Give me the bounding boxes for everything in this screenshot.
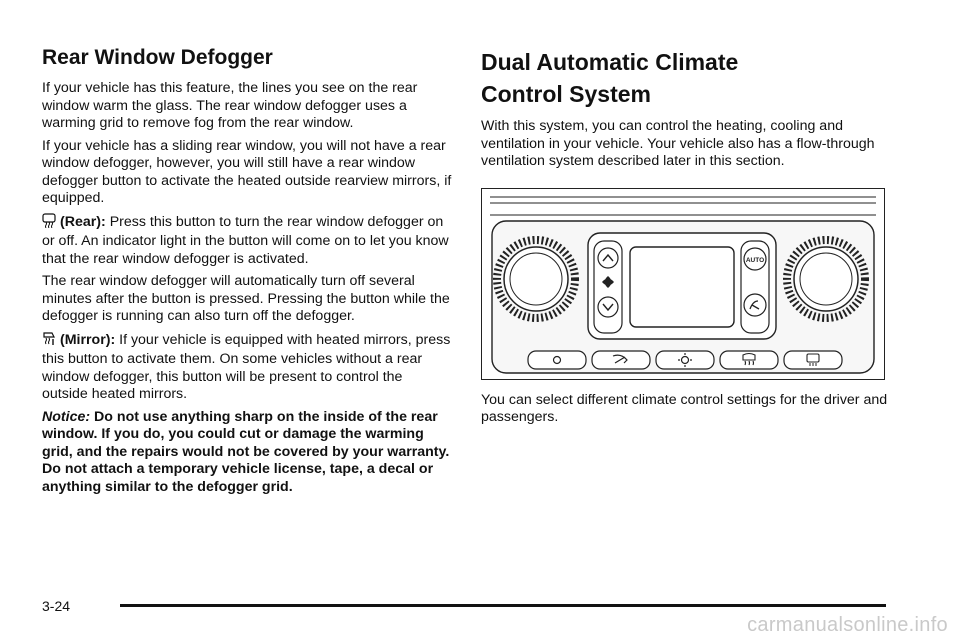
left-column xyxy=(42,46,452,501)
page-number: 3-24 xyxy=(42,598,71,614)
defogger-intro-paragraph: If your vehicle has this feature, the lines you see on the rear window warm the glass. The rear window defogger uses a warming grid to remove fog from the rear window. xyxy=(42,80,418,131)
rear-button-paragraph xyxy=(42,213,452,269)
rear-label: (Rear): xyxy=(60,213,106,230)
notice-label: Notice: xyxy=(42,408,91,425)
climate-control-panel-figure xyxy=(481,188,885,380)
mirror-description: If your vehicle is equipped with heated mirrors, press this button to activate them. On some vehicles without a rear window defogger, this button will be present to control the outside heated mirrors. xyxy=(42,331,451,402)
auto-off-paragraph: The rear window defogger will automatically turn off several minutes after the button is pressed. Pressing the button while the defogger is running can also turn off the defogger. xyxy=(42,273,450,324)
footer-rule xyxy=(120,604,886,607)
climate-settings-paragraph: You can select different climate control settings for the driver and passengers. xyxy=(481,391,888,425)
climate-control-heading xyxy=(481,46,901,110)
watermark: carmanualsonline.info xyxy=(747,614,948,636)
rear-description: Press this button to turn the rear window defogger on or off. An indicator light in the button will come on to let you know that the rear window defogger is activated. xyxy=(42,213,449,267)
notice-paragraph xyxy=(42,409,452,497)
bottom-button-row xyxy=(528,351,842,369)
heading-line-1: Dual Automatic Climate xyxy=(481,49,739,75)
sliding-window-paragraph: If your vehicle has a sliding rear window, you will not have a rear window defogger, however, you will still have a rear window defogger button to activate the heated outside rearview mirrors, if equipped. xyxy=(42,137,452,206)
mirror-label: (Mirror): xyxy=(60,331,116,348)
heading-line-2: Control System xyxy=(481,81,651,107)
climate-intro-paragraph: With this system, you can control the heating, cooling and ventilation in your vehicle. Your vehicle also has a flow-through ventilation system described later in this section. xyxy=(481,118,875,169)
auto-button-label: AUTO xyxy=(745,256,765,264)
mirror-defogger-icon xyxy=(42,331,56,352)
right-column xyxy=(481,46,901,432)
mirror-button-paragraph xyxy=(42,331,452,404)
notice-text: Do not use anything sharp on the inside of the rear window. If you do, you could cut or damage the warming grid, and the repairs would not be covered by your warranty. Do not attach a temporary vehicle license, tape, a decal or anything similar to the defogger grid. xyxy=(42,408,450,495)
climate-panel-illustration xyxy=(482,189,884,379)
rear-defogger-icon xyxy=(42,213,56,234)
rear-window-defogger-heading: Rear Window Defogger xyxy=(42,46,273,69)
